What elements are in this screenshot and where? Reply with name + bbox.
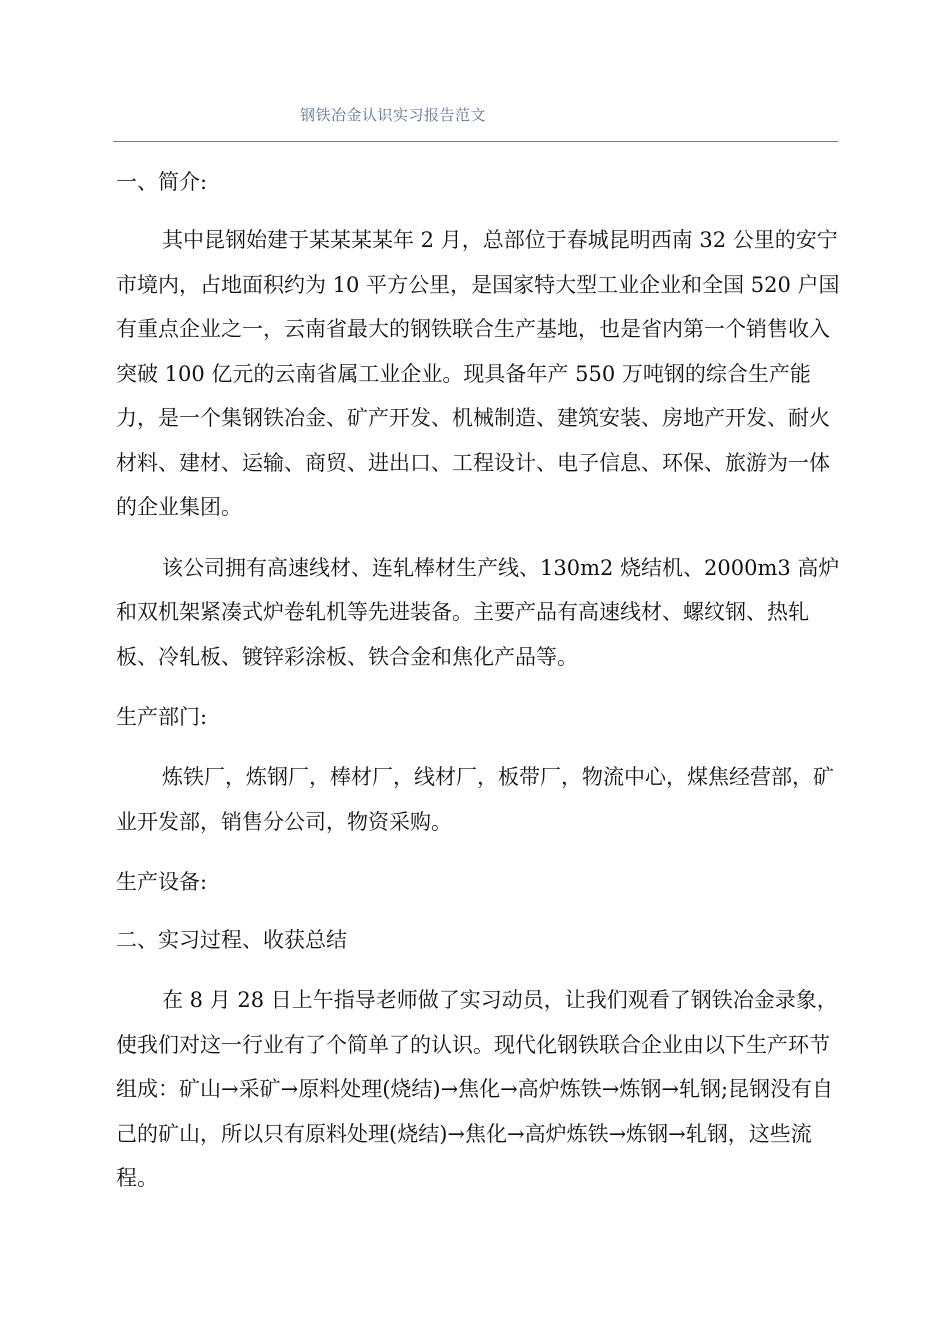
section-heading-intro: 一、简介: bbox=[116, 170, 208, 194]
section-heading-departments: 生产部门: bbox=[116, 705, 208, 729]
section-heading-process: 二、实习过程、收获总结 bbox=[116, 928, 347, 952]
section-heading-equipment: 生产设备: bbox=[116, 870, 208, 894]
process-paragraph: 在 8 月 28 日上午指导老师做了实习动员，让我们观看了钢铁冶金录象，使我们对这一行业有了个简单了的认识。现代化钢铁联合企业由以下生产环节组成：矿山→采矿→原料处理(烧结)→焦化→高炉炼铁→炼钢→轧钢;昆钢没有自己的矿山，所以只有原料处理(烧结)→焦化→高炉炼铁→炼钢→轧钢，这些流程。 bbox=[116, 988, 838, 1190]
intro-paragraph-1: 其中昆钢始建于某某某某年 2 月，总部位于春城昆明西南 32 公里的安宁市境内，占地面积约为 10 平方公里，是国家特大型工业企业和全国 520 户国有重点企业之一，云南省最大的钢铁联合生产基地，也是省内第一个销售收入突破 100 亿元的云南省属工业企业。现具备年产 550 万吨钢的综合生产能力，是一个集钢铁冶金、矿产开发、机械制造、建筑安装、房地产开发、耐火材料、建材、运输、商贸、进出口、工程设计、电子信息、环保、旅游为一体的企业集团。 bbox=[116, 228, 840, 519]
intro-paragraph-2: 该公司拥有高速线材、连轧棒材生产线、130m2 烧结机、2000m3 高炉和双机架紧凑式炉卷轧机等先进装备。主要产品有高速线材、螺纹钢、热轧板、冷轧板、镀锌彩涂板、铁合金和焦化产品等。 bbox=[116, 555, 840, 669]
departments-paragraph: 炼铁厂，炼钢厂，棒材厂，线材厂，板带厂，物流中心，煤焦经营部，矿业开发部，销售分公司，物资采购。 bbox=[116, 765, 834, 834]
header-divider bbox=[113, 141, 838, 142]
page-header-title: 钢铁冶金认识实习报告范文 bbox=[300, 106, 487, 124]
document-body bbox=[116, 160, 844, 1201]
